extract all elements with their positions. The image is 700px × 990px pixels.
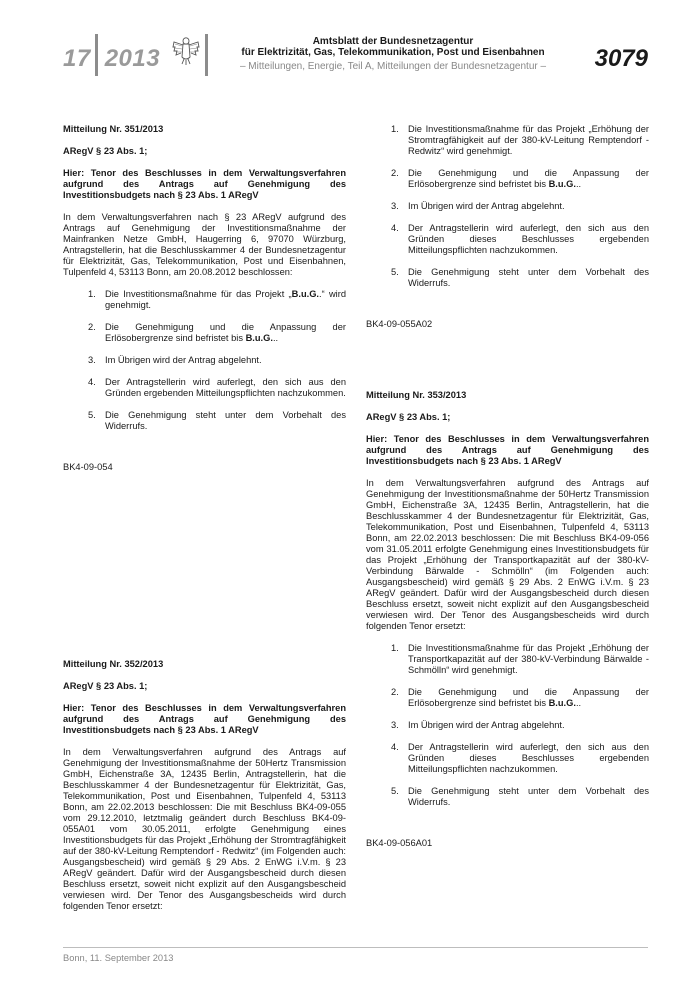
notice-352 bbox=[63, 659, 346, 912]
notice-351-title: Mitteilung Nr. 351/2013 bbox=[63, 124, 164, 134]
notice-352-title: Mitteilung Nr. 352/2013 bbox=[63, 659, 164, 669]
list-item: 4. Der Antragstellerin wird auferlegt, den sich aus den Gründen ergebenden Mitteilungspflichten nachzukommen. bbox=[88, 377, 346, 398]
list-item: 3. Im Übrigen wird der Antrag abgelehnt. bbox=[391, 720, 565, 730]
page-number: 3079 bbox=[594, 45, 648, 72]
notice-352-intro: In dem Verwaltungsverfahren aufgrund des Antrags auf Genehmigung der Investitionsmaßnahme der 50Hertz Transmission GmbH, Eichenstraße 3A, 12435 Berlin, Antragstellerin, hat die Beschlusskammer 4 der Bundesnetzagentur für Elektrizität, Gas, Telekommunikation, Post und Eisenbahnen, Tulpenfeld 4, 53113 Bonn, am 22.02.2013 beschlossen: Die mit Beschluss BK4-09-055 vom 29.12.2010, letztmalig geändert durch Beschluss BK4-09-055A01 vom 30.05.2011, erfolgte Genehmigung eines Investitionsbudgets für das Projekt „Erhöhung der Stromtragfähigkeit auf der 380-kV-Leitung Remptendorf - Redwitz“ (im Folgenden auch: Ausgangsbescheid) wird gemäß § 29 Abs. 2 EnWG i.V.m. § 23 ARegV geändert. Dafür wird der Ausgangsbescheid durch diesen Beschluss ersetzt, soweit nicht explizit auf den Ausgangsbescheid verwiesen wird. Der Tenor des Ausgangsbescheids wird durch folgenden Tenor ersetzt: bbox=[63, 747, 346, 911]
header-divider-left bbox=[95, 34, 98, 76]
notice-352-continued bbox=[366, 124, 649, 330]
list-item: 3. Im Übrigen wird der Antrag abgelehnt. bbox=[391, 201, 565, 211]
notice-351-intro: In dem Verwaltungsverfahren nach § 23 ARegV aufgrund des Antrags auf Genehmigung der Investitionsmaßnahme der Mainfranken Netze GmbH, Haugerring 6, 97070 Würzburg, Antragstellerin, hat die Beschlusskammer 4 der Bundesnetzagentur für Elektrizität, Gas, Telekommunikation, Post und Eisenbahnen, Tulpenfeld 4, 53113 Bonn, am 20.08.2012 beschlossen: bbox=[63, 212, 346, 277]
notice-352-reference: BK4-09-055A02 bbox=[366, 319, 433, 329]
list-item: 5. Die Genehmigung steht unter dem Vorbehalt des Widerrufs. bbox=[88, 410, 346, 431]
notice-351 bbox=[63, 124, 346, 473]
notice-353-intro: In dem Verwaltungsverfahren aufgrund des Antrags auf Genehmigung der Investitionsmaßnahme der 50Hertz Transmission GmbH, Eichenstraße 3A, 12435 Berlin, Antragstellerin, hat die Beschlusskammer 4 der Bundesnetzagentur für Elektrizität, Gas, Telekommunikation, Post und Eisenbahnen, Tulpenfeld 4, 53113 Bonn, am 22.02.2013 beschlossen: Die mit Beschluss BK4-09-056 vom 31.05.2011 erfolgte Genehmigung eines Investitionsbudgets für das Projekt „Erhöhung der Transportkapazität auf der 380-kV-Verbindung Bärwalde - Schmölln“ (im Folgenden auch: Ausgangsbescheid) wird gemäß § 29 Abs. 2 EnWG i.V.m. § 23 ARegV geändert. Dafür wird der Ausgangsbescheid durch diesen Beschluss ersetzt, soweit nicht explizit auf den Ausgangsbescheid verwiesen wird. Der Tenor des Ausgangsbescheids wird durch folgenden Tenor ersetzt: bbox=[366, 478, 649, 631]
footer-place-date: Bonn, 11. September 2013 bbox=[63, 953, 174, 963]
notice-352-list bbox=[366, 124, 649, 289]
list-item: 4. Der Antragstellerin wird auferlegt, den sich aus den Gründen dieses Beschlusses ergebenden Mitteilungspflichten nachzukommen. bbox=[391, 742, 649, 774]
header-divider-right bbox=[205, 34, 208, 76]
notice-351-law: ARegV § 23 Abs. 1; bbox=[63, 146, 148, 156]
list-item: 2. Die Genehmigung und die Anpassung der Erlösobergrenze sind befristet bis B.u.G... bbox=[391, 168, 649, 189]
notice-353-reference: BK4-09-056A01 bbox=[366, 838, 433, 848]
list-item: 1. Die Investitionsmaßnahme für das Projekt „Erhöhung der Transportkapazität auf der 380-kV-Verbindung Bärwalde - Schmölln“ wird genehmigt. bbox=[391, 643, 649, 675]
list-item: 3. Im Übrigen wird der Antrag abgelehnt. bbox=[88, 355, 262, 365]
list-item: 5. Die Genehmigung steht unter dem Vorbehalt des Widerrufs. bbox=[391, 786, 649, 807]
notice-352-subject: Hier: Tenor des Beschlusses in dem Verwaltungsverfahren aufgrund des Antrags auf Genehmigung des Investitionsbudgets nach § 23 Abs. 1 ARegV bbox=[63, 703, 346, 735]
issue-label bbox=[63, 45, 160, 73]
notice-351-subject: Hier: Tenor des Beschlusses in dem Verwaltungsverfahren aufgrund des Antrags auf Genehmigung des Investitionsbudgets nach § 23 Abs. 1 ARegV bbox=[63, 168, 346, 200]
federal-eagle-icon bbox=[171, 33, 201, 67]
notice-353-list bbox=[366, 643, 649, 808]
notice-352-law: ARegV § 23 Abs. 1; bbox=[63, 681, 148, 691]
notice-351-list bbox=[63, 289, 346, 432]
header-title-line2: für Elektrizität, Gas, Telekommunikation, Post und Eisenbahnen bbox=[241, 47, 545, 58]
footer-divider bbox=[63, 947, 648, 948]
list-item: 2. Die Genehmigung und die Anpassung der Erlösobergrenze sind befristet bis B.u.G... bbox=[391, 687, 649, 708]
header-title-line1: Amtsblatt der Bundesnetzagentur bbox=[312, 36, 474, 47]
list-item: 2. Die Genehmigung und die Anpassung der Erlösobergrenze sind befristet bis B.u.G... bbox=[88, 322, 346, 343]
notice-353-subject: Hier: Tenor des Beschlusses in dem Verwaltungsverfahren aufgrund des Antrags auf Genehmigung des Investitionsbudgets nach § 23 Abs. 1 ARegV bbox=[366, 434, 649, 466]
notice-353-title: Mitteilung Nr. 353/2013 bbox=[366, 390, 467, 400]
list-item: 4. Der Antragstellerin wird auferlegt, den sich aus den Gründen dieses Beschlusses ergebenden Mitteilungspflichten nachzukommen. bbox=[391, 223, 649, 255]
issue-year: 2013 bbox=[104, 45, 161, 72]
list-item: 5. Die Genehmigung steht unter dem Vorbehalt des Widerrufs. bbox=[391, 267, 649, 288]
notice-353-law: ARegV § 23 Abs. 1; bbox=[366, 412, 451, 422]
notice-351-reference: BK4-09-054 bbox=[63, 462, 113, 472]
header-subtitle: – Mitteilungen, Energie, Teil A, Mitteilungen der Bundesnetzagentur – bbox=[239, 61, 547, 72]
issue-number: 17 bbox=[63, 45, 91, 72]
notice-353 bbox=[366, 390, 649, 849]
list-item: 1. Die Investitionsmaßnahme für das Projekt „B.u.G..“ wird genehmigt. bbox=[88, 289, 346, 310]
list-item: 1. Die Investitionsmaßnahme für das Projekt „Erhöhung der Stromtragfähigkeit auf der 380-kV-Leitung Remptendorf - Redwitz“ wird genehmigt. bbox=[391, 124, 649, 156]
